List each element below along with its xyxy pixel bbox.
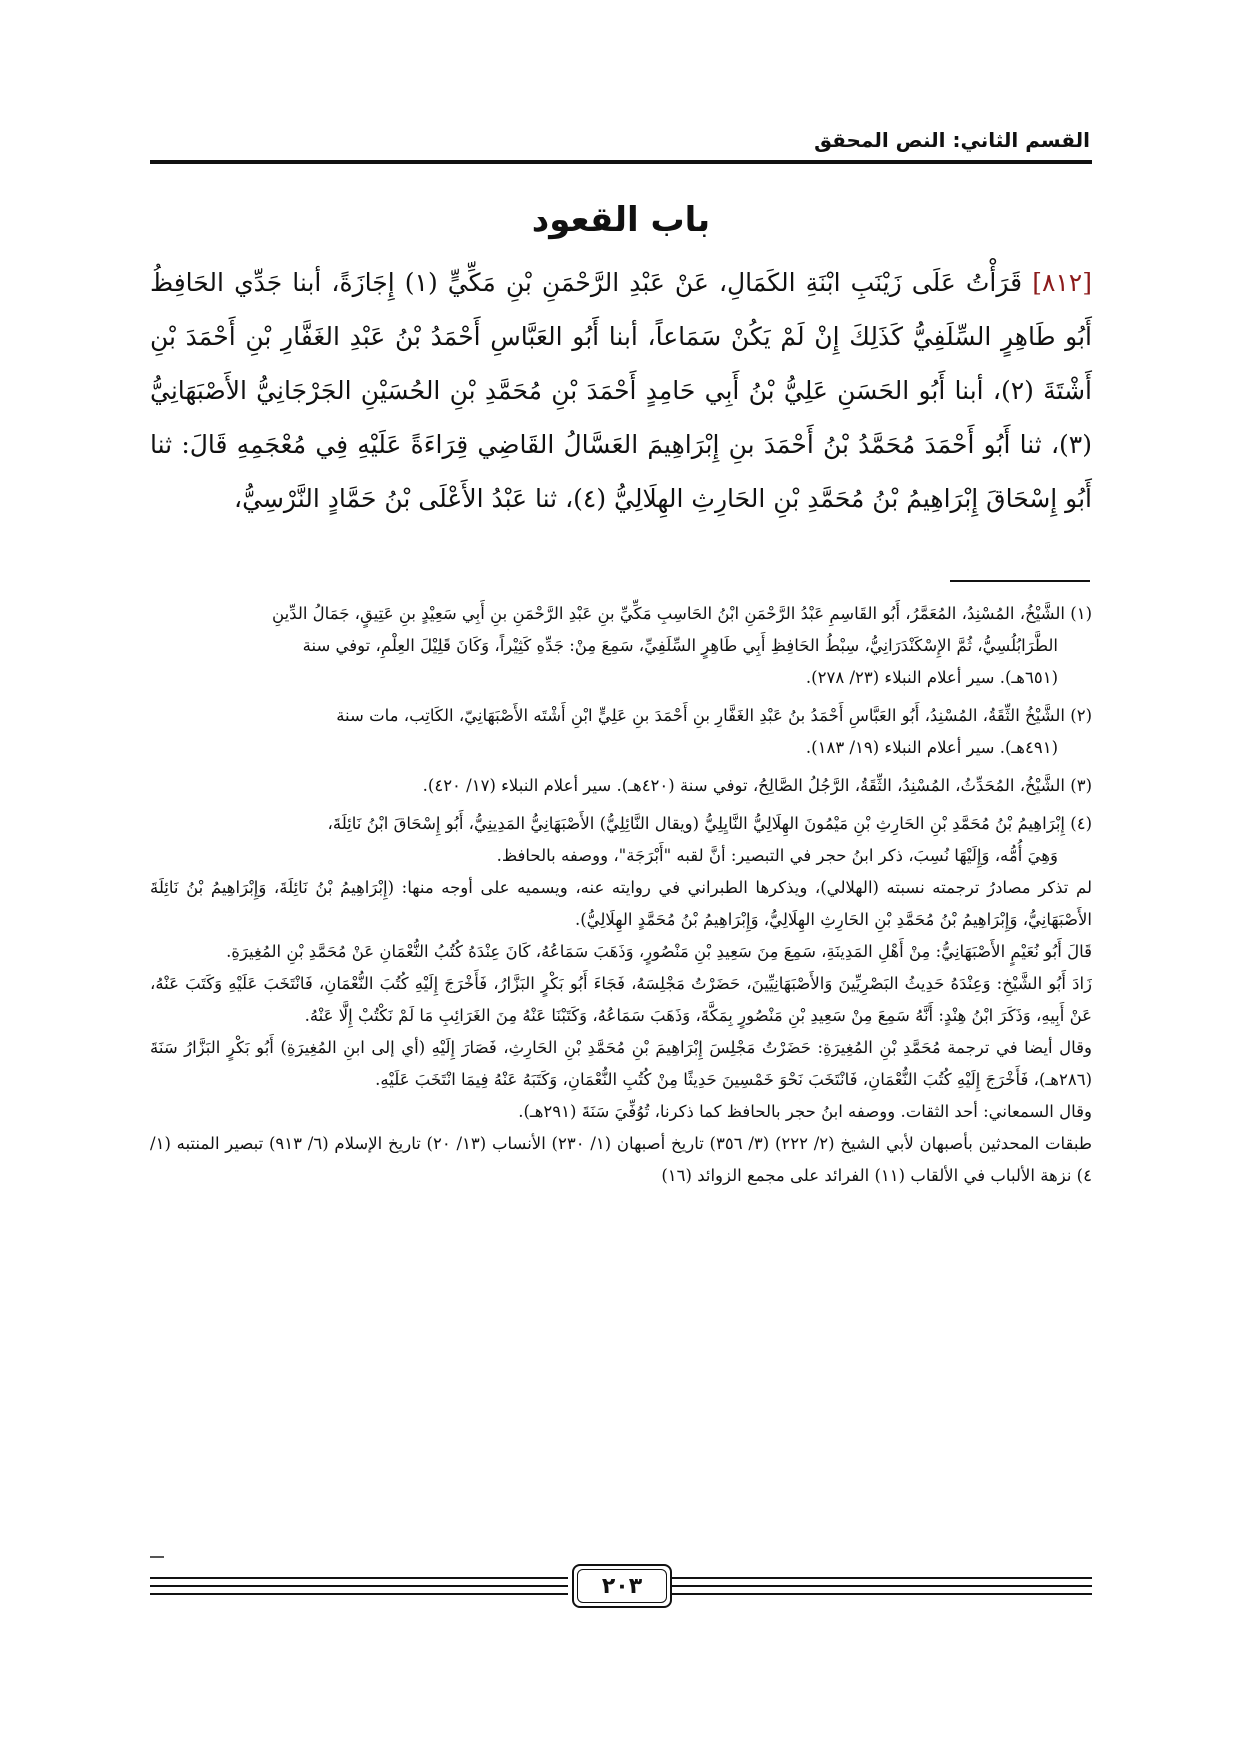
footer-rule-right <box>672 1577 1092 1579</box>
footnotes <box>150 598 1092 1198</box>
footnote-text: الطَّرَابُلُسِيُّ، ثُمَّ الإِسْكَنْدَرَانِيُّ، سِبْطُ الحَافِظِ أَبِي طَاهِرٍ السِّلَفِيِّ، سَمِعَ مِنْ: جَدِّهِ كَثِيْراً، وَكَانَ قَلِيْلَ العِلْمِ، توفي سنة <box>302 636 1058 655</box>
page-number <box>572 1564 672 1608</box>
chapter-title: باب القعود <box>531 200 711 240</box>
footnote-text: الشَّيْخُ، المُحَدِّثُ، المُسْنِدُ، الثِّقَةُ، الرَّجُلُ الصَّالِحُ، توفي سنة (٤٢٠هـ). سير أعلام النبلاء (١٧/ ٤٢٠). <box>422 776 1071 795</box>
footer-rule-left <box>150 1585 568 1587</box>
footnote-number: (٣) <box>1070 776 1092 795</box>
continuation-dash <box>150 1556 164 1558</box>
main-text <box>150 256 1092 526</box>
footer-rule-left <box>150 1577 568 1579</box>
footnote-2 <box>150 700 1092 764</box>
header-rule <box>150 160 1092 164</box>
footer-rule-right <box>672 1585 1092 1587</box>
footer-rule-right <box>672 1593 1092 1595</box>
footnote-text: (٦٥١هـ). سير أعلام النبلاء (٢٣/ ٢٧٨). <box>805 668 1058 687</box>
footnote-separator <box>950 580 1090 582</box>
footnote-paragraph: لم تذكر مصادرُ ترجمته نسبته (الهلالي)، ويذكرها الطبراني في روايته عنه، ويسميه على أوجه منها: (إِبْرَاهِيمُ بْنُ نَائِلَةَ، وَإِبْرَاهِيمُ بْنُ نَائِلَةَ الأَصْبَهَانِيُّ، وَإِبْرَاهِيمُ بْنُ مُحَمَّدِ بْنِ الحَارِثِ الهِلَالِيُّ، وَإِبْرَاهِيمُ بْنُ مُحَمَّدٍ الهِلَالِيُّ). <box>150 878 1092 929</box>
footer-rule-left <box>150 1593 568 1595</box>
entry-number: [٨١٢] <box>1032 268 1093 297</box>
running-header: القسم الثاني: النص المحقق <box>814 128 1090 152</box>
entry-text: قَرَأْتُ عَلَى زَيْنَبِ ابْنَةِ الكَمَالِ، عَنْ عَبْدِ الرَّحْمَنِ بْنِ مَكِّيٍّ (١) إِجَازَةً، أبنا جَدِّي الحَافِظُ أَبُو طَاهِرٍ السِّلَفِيُّ كَذَلِكَ إِنْ لَمْ يَكُنْ سَمَاعاً، أبنا أَبُو العَبَّاسِ أَحْمَدُ بْنُ عَبْدِ الغَفَّارِ بْنِ أَحْمَدَ بْنِ أَشْتَةَ (٢)، أبنا أَبُو الحَسَنِ عَلِيُّ بْنُ أَبِي حَامِدٍ أَحْمَدَ بْنِ مُحَمَّدِ بْنِ الحُسَيْنِ الجَرْجَانِيُّ الأَصْبَهَانِيُّ (٣)، ثنا أَبُو أَحْمَدَ مُحَمَّدُ بْنُ أَحْمَدَ بنِ إِبْرَاهِيمَ العَسَّالُ القَاضِي قِرَاءَةً عَلَيْهِ فِي مُعْجَمِهِ قَالَ: ثنا أَبُو إِسْحَاقَ إِبْرَاهِيمُ بْنُ مُحَمَّدِ بْنِ الحَارِثِ الهِلَالِيُّ (٤)، ثنا عَبْدُ الأَعْلَى بْنُ حَمَّادٍ النَّرْسِيُّ، <box>150 268 1092 513</box>
footnote-paragraph: قَالَ أَبُو نُعَيْمٍ الأَصْبَهَانِيُّ: مِنْ أَهْلِ المَدِينَةِ، سَمِعَ مِنَ سَعِيدِ بْنِ مَنْصُورٍ، وَذَهَبَ سَمَاعُهُ، كَانَ عِنْدَهُ كُتُبُ النُّعْمَانِ عَنْ مُحَمَّدِ بْنِ المُغِيرَةِ. <box>226 942 1092 961</box>
footnote-3 <box>150 770 1092 802</box>
footnote-1 <box>150 598 1092 694</box>
footnote-paragraph: طبقات المحدثين بأصبهان لأبي الشيخ (٢/ ٢٢٢) (٣/ ٣٥٦) تاريخ أصبهان (١/ ٢٣٠) الأنساب (١٣/ ٢٠) تاريخ الإسلام (٦/ ٩١٣) تبصير المنتبه (١/ ٤) نزهة الألباب في الألقاب (١١) الفرائد على مجمع الزوائد (١٦) <box>150 1134 1092 1185</box>
footnote-paragraph: وقال السمعاني: أحد الثقات. ووصفه ابنُ حجر بالحافظ كما ذكرنا، تُوُفِّيَ سَنَةَ (٢٩١هـ). <box>518 1102 1092 1121</box>
footnote-text: الشَّيْخُ الثِّقَةُ، المُسْنِدُ، أَبُو العَبَّاسِ أَحْمَدُ بنُ عَبْدِ الغَفَّارِ بنِ أَحْمَدَ بنِ عَلِيٍّ ابْنِ أَشْتَه الأَصْبَهَانِيّ، الكَاتِب، مات سنة <box>336 706 1071 725</box>
footnote-text: وَهِيَ أُمُّه، وَإِلَيْهَا نُسِبَ، ذكر ابنُ حجر في التبصير: أنَّ لقبه "أَبْرَجَة"، ووصفه بالحافظ. <box>496 846 1058 865</box>
footnote-number: (٤) <box>1070 814 1092 833</box>
footnote-paragraph: وقال أيضا في ترجمة مُحَمَّدِ بْنِ المُغِيرَةِ: حَضَرْتُ مَجْلِسَ إِبْرَاهِيمَ بْنِ مُحَمَّدِ بْنِ الحَارِثِ، فَصَارَ إِلَيْهِ (أي إلى ابنِ المُغِيرَةِ) أَبُو بَكْرٍ البَزَّارُ سَنَةَ (٢٨٦هـ)، فَأَخْرَجَ إِلَيْهِ كُتُبَ النُّعْمَانِ، فَانْتَخَبَ نَحْوَ خَمْسِينَ حَدِيثًا مِنْ كُتُبِ النُّعْمَانِ، وَكَتَبَهُ عَنْهُ فِيمَا انْتَخَبَ عَلَيْهِ. <box>150 1038 1092 1089</box>
footnote-paragraph: زَادَ أَبُو الشَّيْخِ: وَعِنْدَهُ حَدِيثُ البَصْرِيِّينَ وَالأَصْبَهَانِيِّينَ، حَضَرْتُ مَجْلِسَهُ، فَجَاءَ أَبُو بَكْرٍ البَزَّارُ، فَأَخْرَجَ إِلَيْهِ كُتُبَ النُّعْمَانِ، فَانْتَخَبَ عَلَيْهِ وَكَتَبَ عَنْهُ، عَنْ أَبِيهِ، وَذَكَرَ ابْنُ هِنْدٍ: أَنَّهُ سَمِعَ مِنْ سَعِيدِ بْنِ مَنْصُورٍ بِمَكَّةَ، وَذَهَبَ سَمَاعُهُ، وَكَتَبْنَا عَنْهُ مِنَ الغَرَائِبِ مَا لَمْ نَكْتُبْ إِلَّا عَنْهُ. <box>150 974 1092 1025</box>
footnote-text: الشَّيْخُ، المُسْنِدُ، المُعَمَّرُ، أَبُو القَاسِمِ عَبْدُ الرَّحْمَنِ ابْنُ الحَاسِبِ مَكِّيِّ بنِ عَبْدِ الرَّحْمَنِ بنِ أَبِي سَعِيْدٍ بنِ عَتِيقٍ، جَمَالُ الدِّينِ <box>272 604 1071 623</box>
page-number-text: ٢٠٣ <box>601 1573 643 1599</box>
footnote-4 <box>150 808 1092 1192</box>
footnote-text: (٤٩١هـ). سير أعلام النبلاء (١٩/ ١٨٣). <box>805 738 1058 757</box>
footnote-text: إِبْرَاهِيمُ بْنُ مُحَمَّدِ بْنِ الحَارِثِ بْنِ مَيْمُونَ الهِلَالِيُّ النَّايِلِيُّ (ويقال النَّائِلِيُّ) الأَصْبَهَانِيُّ المَدِينِيُّ، أَبُو إِسْحَاقَ ابْنُ نَائِلَةَ، <box>327 814 1071 833</box>
footnote-number: (٢) <box>1070 706 1092 725</box>
footnote-number: (١) <box>1070 604 1092 623</box>
